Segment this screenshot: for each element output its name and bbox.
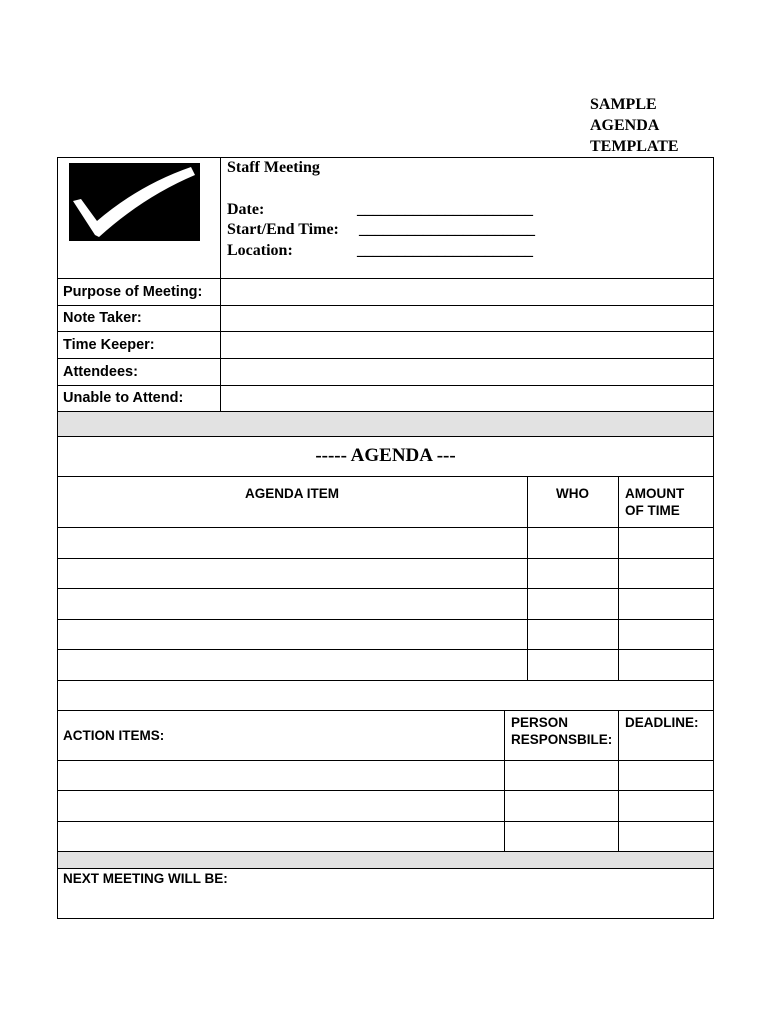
spacer-row (57, 680, 714, 711)
row-line (57, 331, 714, 332)
row-line (57, 305, 714, 306)
col-line (527, 476, 528, 681)
checkmark-logo-icon (69, 163, 200, 241)
row-line (57, 790, 714, 791)
col-line (618, 710, 619, 852)
note-taker-label: Note Taker: (63, 310, 142, 326)
header-divider (220, 157, 221, 279)
row-line (57, 649, 714, 650)
meeting-name: Staff Meeting (227, 159, 320, 176)
location-label: Location: (227, 242, 293, 259)
amount-header: AMOUNT OF TIME (625, 486, 685, 518)
unable-field[interactable] (222, 387, 712, 411)
note-taker-field[interactable] (222, 307, 712, 330)
purpose-field[interactable] (222, 280, 712, 304)
col-line (504, 710, 505, 852)
col-line (618, 476, 619, 681)
attendees-label: Attendees: (63, 364, 138, 380)
unable-label: Unable to Attend: (63, 390, 184, 406)
document-title (590, 94, 679, 157)
row-line (57, 588, 714, 589)
row-line (57, 619, 714, 620)
action-items-header: ACTION ITEMS: (63, 728, 165, 743)
purpose-label: Purpose of Meeting: (63, 284, 203, 300)
agenda-table (57, 476, 714, 681)
row-line (57, 558, 714, 559)
attendees-field[interactable] (222, 360, 712, 384)
person-header: PERSON RESPONSBILE: (511, 715, 613, 747)
time-blank[interactable]: ______________________ (359, 221, 535, 238)
time-keeper-label: Time Keeper: (63, 337, 155, 353)
date-label: Date: (227, 201, 265, 218)
deadline-header: DEADLINE: (625, 715, 699, 730)
separator-border (57, 411, 714, 437)
title-line-1: SAMPLE (590, 96, 657, 113)
row-line (57, 760, 714, 761)
row-line (57, 527, 714, 528)
agenda-item-header: AGENDA ITEM (245, 486, 339, 501)
time-keeper-field[interactable] (222, 333, 712, 357)
title-line-2: AGENDA (590, 117, 660, 134)
row-line (57, 385, 714, 386)
row-line (57, 821, 714, 822)
row-line (57, 868, 714, 869)
date-blank[interactable]: ______________________ (357, 201, 533, 218)
checkmark-icon (69, 163, 200, 241)
who-header: WHO (556, 486, 589, 501)
title-line-3: TEMPLATE (590, 138, 679, 155)
info-divider (220, 278, 221, 412)
next-meeting-label: NEXT MEETING WILL BE: (63, 871, 228, 886)
row-line (57, 358, 714, 359)
agenda-heading: ----- AGENDA --- (315, 445, 456, 466)
location-blank[interactable]: ______________________ (357, 242, 533, 259)
time-label: Start/End Time: (227, 221, 339, 238)
